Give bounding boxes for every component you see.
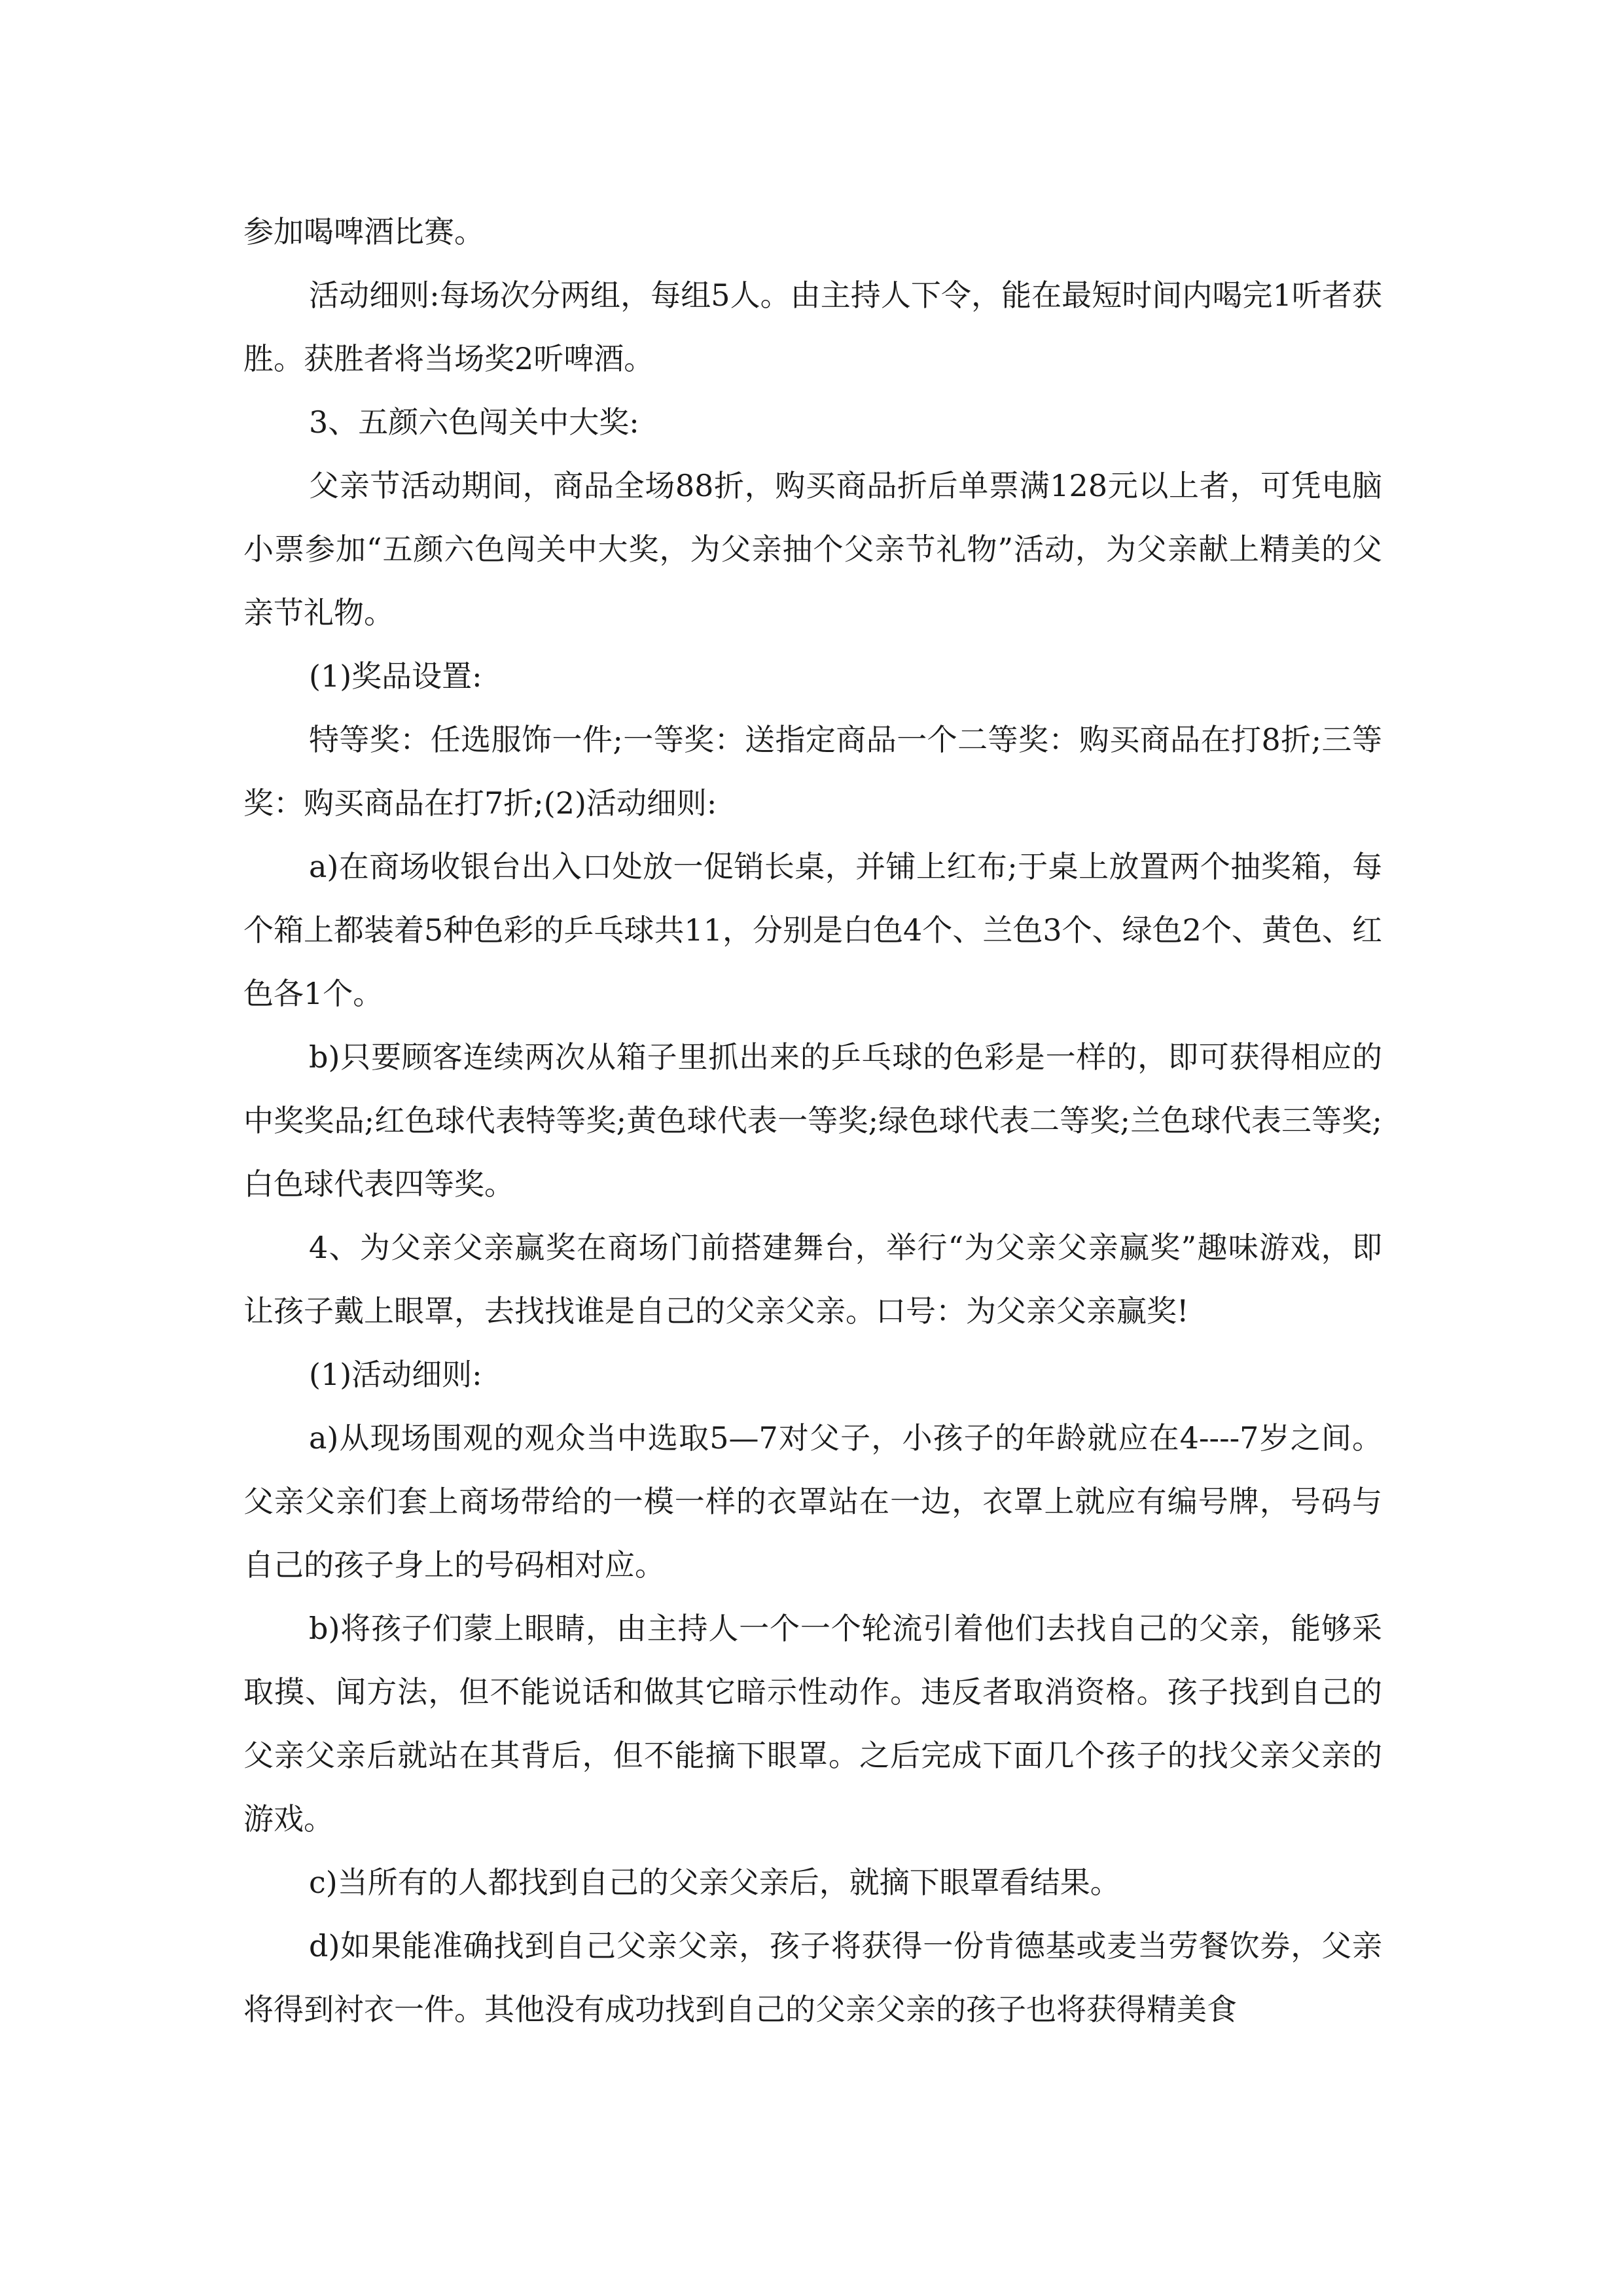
paragraph-beer-contest-rules: 活动细则:每场次分两组，每组5人。由主持人下令，能在最短时间内喝完1听者获胜。获胜者将当场奖2听啤酒。 xyxy=(243,278,1382,376)
heading-colorful-prize: 3、五颜六色闯关中大奖: xyxy=(309,404,639,440)
paragraph-beer-contest-end: 参加喝啤酒比赛。 xyxy=(243,214,484,249)
paragraph-game-rule-c: c)当所有的人都找到自己的父亲父亲后，就摘下眼罩看结果。 xyxy=(309,1865,1120,1900)
subheading-prize-settings: (1)奖品设置: xyxy=(309,658,482,694)
paragraph-game-rule-a: a)从现场围观的观众当中选取5—7对父子，小孩子的年龄就应在4----7岁之间。父亲父亲们套上商场带给的一模一样的衣罩站在一边，衣罩上就应有编号牌，号码与自己的孩子身上的号码相对应。 xyxy=(243,1420,1382,1583)
document-body xyxy=(243,200,1382,2041)
paragraph-game-rule-b: b)将孩子们蒙上眼睛，由主持人一个一个轮流引着他们去找自己的父亲，能够采取摸、闻方法，但不能说话和做其它暗示性动作。违反者取消资格。孩子找到自己的父亲父亲后就站在其背后，但不能摘下眼罩。之后完成下面几个孩子的找父亲父亲的游戏。 xyxy=(243,1611,1382,1837)
paragraph-prize-list: 特等奖：任选服饰一件;一等奖：送指定商品一个二等奖：购买商品在打8折;三等奖：购买商品在打7折;(2)活动细则: xyxy=(243,722,1382,821)
paragraph-game-rule-d: d)如果能准确找到自己父亲父亲，孩子将获得一份肯德基或麦当劳餐饮券，父亲将得到衬衣一件。其他没有成功找到自己的父亲父亲的孩子也将获得精美食 xyxy=(243,1928,1382,2027)
heading-father-game: 4、为父亲父亲赢奖在商场门前搭建舞台，举行“为父亲父亲赢奖”趣味游戏，即让孩子戴上眼罩，去找找谁是自己的父亲父亲。口号：为父亲父亲赢奖! xyxy=(243,1230,1382,1329)
paragraph-rule-a: a)在商场收银台出入口处放一促销长桌，并铺上红布;于桌上放置两个抽奖箱，每个箱上都装着5种色彩的乒乓球共11，分别是白色4个、兰色3个、绿色2个、黄色、红色各1个。 xyxy=(243,849,1382,1011)
paragraph-colorful-prize-intro: 父亲节活动期间，商品全场88折，购买商品折后单票满128元以上者，可凭电脑小票参加“五颜六色闯关中大奖，为父亲抽个父亲节礼物”活动，为父亲献上精美的父亲节礼物。 xyxy=(243,468,1382,630)
paragraph-rule-b: b)只要顾客连续两次从箱子里抓出来的乒乓球的色彩是一样的，即可获得相应的中奖奖品;红色球代表特等奖;黄色球代表一等奖;绿色球代表二等奖;兰色球代表三等奖;白色球代表四等奖。 xyxy=(243,1039,1382,1202)
subheading-activity-rules: (1)活动细则: xyxy=(309,1357,482,1392)
